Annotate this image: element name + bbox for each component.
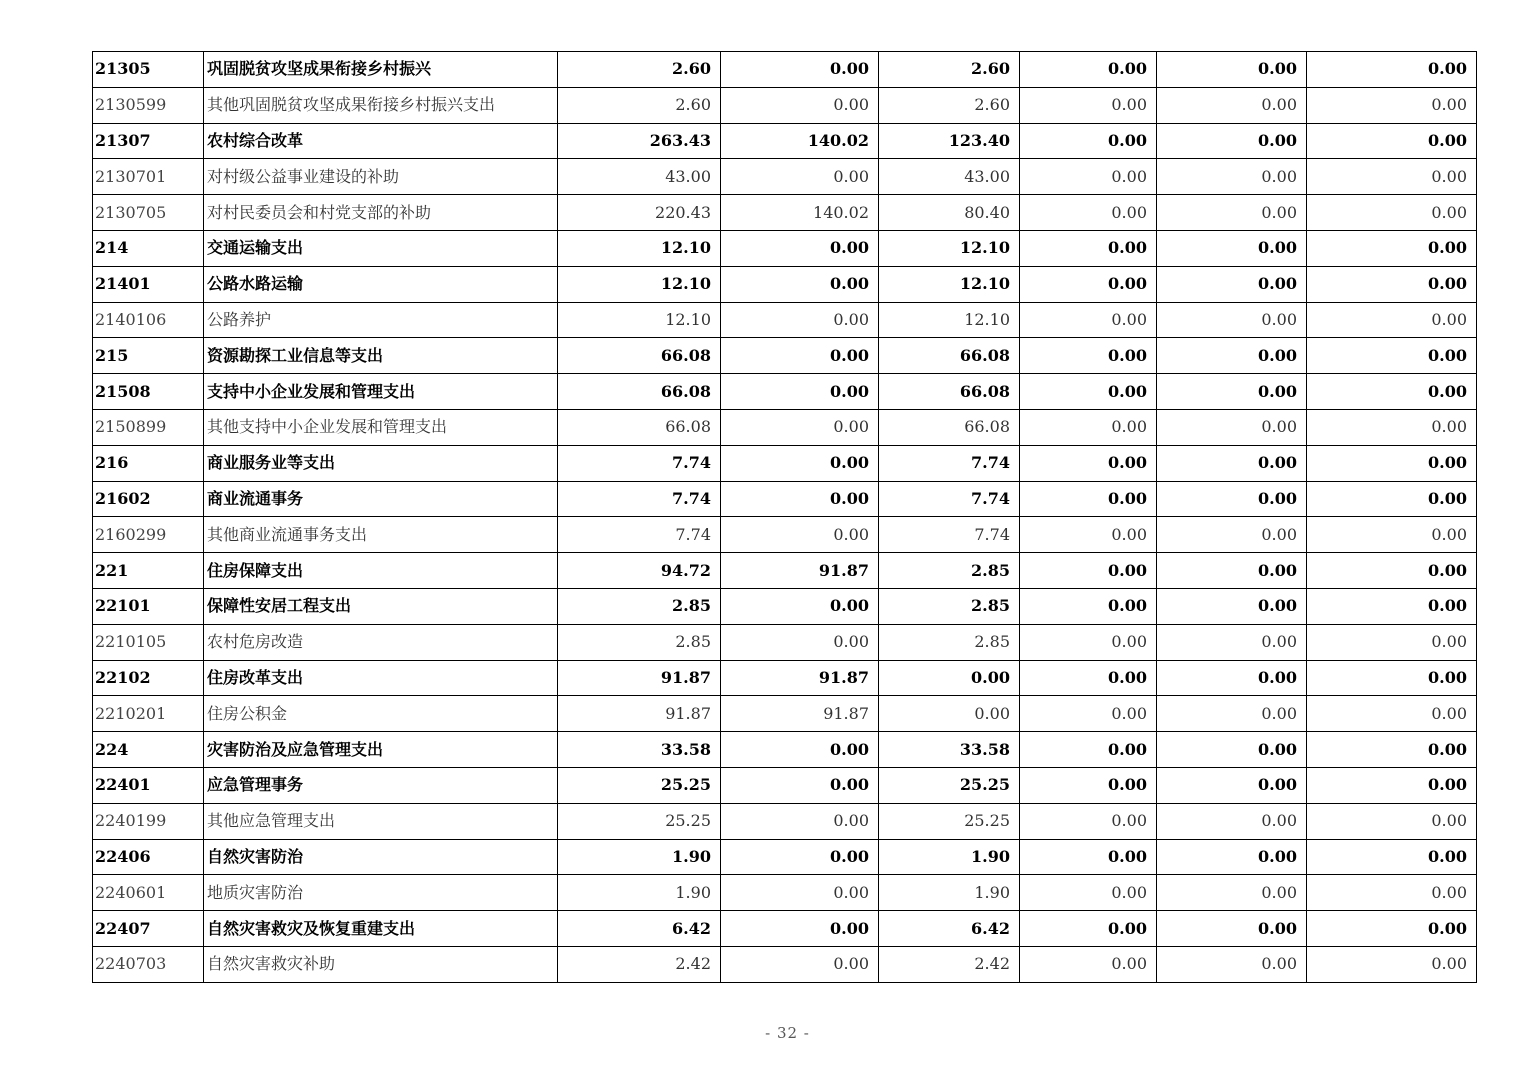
amount-cell-col-3: 33.58 <box>879 732 1020 768</box>
subject-code-cell: 22407 <box>93 911 204 947</box>
amount-cell-col-3: 123.40 <box>879 123 1020 159</box>
amount-cell-col-4: 0.00 <box>1020 588 1157 624</box>
subject-code-cell: 2210105 <box>93 624 204 660</box>
subject-name-cell: 地质灾害防治 <box>204 875 558 911</box>
amount-cell-col-5: 0.00 <box>1157 696 1307 732</box>
amount-cell-col-1: 12.10 <box>558 266 721 302</box>
amount-cell-col-4: 0.00 <box>1020 338 1157 374</box>
amount-cell-col-4: 0.00 <box>1020 946 1157 982</box>
amount-cell-col-4: 0.00 <box>1020 159 1157 195</box>
table-row-item <box>93 803 1477 839</box>
table-row-item <box>93 517 1477 553</box>
amount-cell-col-2: 0.00 <box>721 588 879 624</box>
amount-cell-col-3: 7.74 <box>879 445 1020 481</box>
amount-cell-col-6: 0.00 <box>1307 875 1477 911</box>
amount-cell-col-3: 2.60 <box>879 52 1020 88</box>
subject-code-cell: 221 <box>93 553 204 589</box>
amount-cell-col-3: 66.08 <box>879 374 1020 410</box>
amount-cell-col-2: 0.00 <box>721 481 879 517</box>
subject-name-cell: 交通运输支出 <box>204 230 558 266</box>
amount-cell-col-1: 25.25 <box>558 767 721 803</box>
amount-cell-col-1: 2.60 <box>558 87 721 123</box>
amount-cell-col-6: 0.00 <box>1307 338 1477 374</box>
amount-cell-col-6: 0.00 <box>1307 374 1477 410</box>
amount-cell-col-3: 2.85 <box>879 553 1020 589</box>
subject-code-cell: 2240703 <box>93 946 204 982</box>
amount-cell-col-3: 1.90 <box>879 875 1020 911</box>
amount-cell-col-1: 7.74 <box>558 517 721 553</box>
amount-cell-col-5: 0.00 <box>1157 338 1307 374</box>
amount-cell-col-4: 0.00 <box>1020 875 1157 911</box>
amount-cell-col-3: 2.42 <box>879 946 1020 982</box>
amount-cell-col-5: 0.00 <box>1157 52 1307 88</box>
amount-cell-col-3: 7.74 <box>879 517 1020 553</box>
subject-code-cell: 22406 <box>93 839 204 875</box>
amount-cell-col-2: 0.00 <box>721 409 879 445</box>
subject-code-cell: 21508 <box>93 374 204 410</box>
amount-cell-col-2: 0.00 <box>721 266 879 302</box>
amount-cell-col-2: 0.00 <box>721 911 879 947</box>
subject-name-cell: 住房改革支出 <box>204 660 558 696</box>
amount-cell-col-1: 1.90 <box>558 875 721 911</box>
subject-code-cell: 2210201 <box>93 696 204 732</box>
subject-name-cell: 公路养护 <box>204 302 558 338</box>
amount-cell-col-3: 12.10 <box>879 266 1020 302</box>
table-row-category <box>93 767 1477 803</box>
subject-name-cell: 对村民委员会和村党支部的补助 <box>204 195 558 231</box>
amount-cell-col-3: 43.00 <box>879 159 1020 195</box>
amount-cell-col-1: 91.87 <box>558 696 721 732</box>
amount-cell-col-3: 6.42 <box>879 911 1020 947</box>
subject-name-cell: 农村危房改造 <box>204 624 558 660</box>
amount-cell-col-5: 0.00 <box>1157 266 1307 302</box>
amount-cell-col-2: 0.00 <box>721 946 879 982</box>
amount-cell-col-4: 0.00 <box>1020 123 1157 159</box>
table-row-category <box>93 445 1477 481</box>
amount-cell-col-5: 0.00 <box>1157 230 1307 266</box>
amount-cell-col-1: 1.90 <box>558 839 721 875</box>
budget-expenditure-table <box>92 51 1477 983</box>
amount-cell-col-5: 0.00 <box>1157 87 1307 123</box>
table-row-item <box>93 946 1477 982</box>
amount-cell-col-2: 140.02 <box>721 195 879 231</box>
amount-cell-col-3: 0.00 <box>879 660 1020 696</box>
table-row-category <box>93 732 1477 768</box>
table-row-category <box>93 230 1477 266</box>
amount-cell-col-5: 0.00 <box>1157 123 1307 159</box>
amount-cell-col-3: 80.40 <box>879 195 1020 231</box>
page-number: - 32 - <box>765 1024 810 1042</box>
amount-cell-col-3: 2.85 <box>879 624 1020 660</box>
table-row-item <box>93 875 1477 911</box>
amount-cell-col-2: 0.00 <box>721 767 879 803</box>
subject-code-cell: 2150899 <box>93 409 204 445</box>
amount-cell-col-6: 0.00 <box>1307 266 1477 302</box>
amount-cell-col-2: 0.00 <box>721 445 879 481</box>
subject-code-cell: 2130599 <box>93 87 204 123</box>
subject-name-cell: 农村综合改革 <box>204 123 558 159</box>
amount-cell-col-1: 7.74 <box>558 445 721 481</box>
subject-code-cell: 2240199 <box>93 803 204 839</box>
subject-name-cell: 灾害防治及应急管理支出 <box>204 732 558 768</box>
amount-cell-col-6: 0.00 <box>1307 87 1477 123</box>
amount-cell-col-4: 0.00 <box>1020 803 1157 839</box>
subject-name-cell: 公路水路运输 <box>204 266 558 302</box>
table-row-category <box>93 338 1477 374</box>
amount-cell-col-6: 0.00 <box>1307 911 1477 947</box>
subject-name-cell: 自然灾害救灾补助 <box>204 946 558 982</box>
amount-cell-col-3: 2.85 <box>879 588 1020 624</box>
amount-cell-col-4: 0.00 <box>1020 230 1157 266</box>
amount-cell-col-4: 0.00 <box>1020 660 1157 696</box>
amount-cell-col-2: 0.00 <box>721 338 879 374</box>
subject-name-cell: 巩固脱贫攻坚成果衔接乡村振兴 <box>204 52 558 88</box>
subject-name-cell: 保障性安居工程支出 <box>204 588 558 624</box>
amount-cell-col-6: 0.00 <box>1307 445 1477 481</box>
amount-cell-col-3: 1.90 <box>879 839 1020 875</box>
amount-cell-col-2: 0.00 <box>721 159 879 195</box>
amount-cell-col-2: 0.00 <box>721 87 879 123</box>
amount-cell-col-1: 7.74 <box>558 481 721 517</box>
amount-cell-col-6: 0.00 <box>1307 624 1477 660</box>
subject-name-cell: 商业流通事务 <box>204 481 558 517</box>
amount-cell-col-6: 0.00 <box>1307 946 1477 982</box>
subject-name-cell: 其他支持中小企业发展和管理支出 <box>204 409 558 445</box>
amount-cell-col-5: 0.00 <box>1157 481 1307 517</box>
amount-cell-col-3: 25.25 <box>879 767 1020 803</box>
amount-cell-col-4: 0.00 <box>1020 911 1157 947</box>
subject-name-cell: 住房保障支出 <box>204 553 558 589</box>
amount-cell-col-6: 0.00 <box>1307 517 1477 553</box>
amount-cell-col-6: 0.00 <box>1307 803 1477 839</box>
amount-cell-col-1: 12.10 <box>558 230 721 266</box>
subject-code-cell: 21305 <box>93 52 204 88</box>
amount-cell-col-4: 0.00 <box>1020 767 1157 803</box>
amount-cell-col-3: 2.60 <box>879 87 1020 123</box>
amount-cell-col-5: 0.00 <box>1157 946 1307 982</box>
subject-name-cell: 住房公积金 <box>204 696 558 732</box>
subject-name-cell: 其他巩固脱贫攻坚成果衔接乡村振兴支出 <box>204 87 558 123</box>
amount-cell-col-2: 0.00 <box>721 374 879 410</box>
subject-name-cell: 对村级公益事业建设的补助 <box>204 159 558 195</box>
amount-cell-col-5: 0.00 <box>1157 732 1307 768</box>
subject-code-cell: 2240601 <box>93 875 204 911</box>
amount-cell-col-6: 0.00 <box>1307 732 1477 768</box>
amount-cell-col-3: 66.08 <box>879 338 1020 374</box>
subject-code-cell: 22102 <box>93 660 204 696</box>
table-row-category <box>93 911 1477 947</box>
amount-cell-col-4: 0.00 <box>1020 374 1157 410</box>
table-row-item <box>93 409 1477 445</box>
subject-name-cell: 其他应急管理支出 <box>204 803 558 839</box>
subject-code-cell: 224 <box>93 732 204 768</box>
table-row-category <box>93 839 1477 875</box>
amount-cell-col-1: 25.25 <box>558 803 721 839</box>
table-row-category <box>93 374 1477 410</box>
table-row-category <box>93 660 1477 696</box>
subject-code-cell: 214 <box>93 230 204 266</box>
table-row-category <box>93 588 1477 624</box>
amount-cell-col-4: 0.00 <box>1020 517 1157 553</box>
amount-cell-col-5: 0.00 <box>1157 553 1307 589</box>
subject-code-cell: 22101 <box>93 588 204 624</box>
table-row-category <box>93 481 1477 517</box>
amount-cell-col-5: 0.00 <box>1157 803 1307 839</box>
table-row-item <box>93 302 1477 338</box>
amount-cell-col-5: 0.00 <box>1157 374 1307 410</box>
amount-cell-col-2: 0.00 <box>721 875 879 911</box>
amount-cell-col-5: 0.00 <box>1157 517 1307 553</box>
amount-cell-col-6: 0.00 <box>1307 588 1477 624</box>
subject-code-cell: 2160299 <box>93 517 204 553</box>
amount-cell-col-3: 25.25 <box>879 803 1020 839</box>
subject-name-cell: 自然灾害防治 <box>204 839 558 875</box>
amount-cell-col-2: 0.00 <box>721 302 879 338</box>
amount-cell-col-2: 0.00 <box>721 517 879 553</box>
amount-cell-col-5: 0.00 <box>1157 839 1307 875</box>
amount-cell-col-5: 0.00 <box>1157 911 1307 947</box>
amount-cell-col-4: 0.00 <box>1020 52 1157 88</box>
subject-code-cell: 216 <box>93 445 204 481</box>
amount-cell-col-1: 43.00 <box>558 159 721 195</box>
amount-cell-col-1: 66.08 <box>558 374 721 410</box>
amount-cell-col-6: 0.00 <box>1307 481 1477 517</box>
amount-cell-col-5: 0.00 <box>1157 767 1307 803</box>
subject-code-cell: 215 <box>93 338 204 374</box>
amount-cell-col-2: 0.00 <box>721 803 879 839</box>
amount-cell-col-5: 0.00 <box>1157 588 1307 624</box>
table-row-item <box>93 159 1477 195</box>
subject-name-cell: 商业服务业等支出 <box>204 445 558 481</box>
table-row-item <box>93 195 1477 231</box>
amount-cell-col-4: 0.00 <box>1020 624 1157 660</box>
amount-cell-col-2: 0.00 <box>721 230 879 266</box>
amount-cell-col-1: 2.85 <box>558 588 721 624</box>
amount-cell-col-6: 0.00 <box>1307 696 1477 732</box>
subject-code-cell: 21602 <box>93 481 204 517</box>
amount-cell-col-4: 0.00 <box>1020 732 1157 768</box>
amount-cell-col-4: 0.00 <box>1020 302 1157 338</box>
amount-cell-col-6: 0.00 <box>1307 230 1477 266</box>
amount-cell-col-3: 66.08 <box>879 409 1020 445</box>
amount-cell-col-6: 0.00 <box>1307 195 1477 231</box>
amount-cell-col-1: 2.85 <box>558 624 721 660</box>
amount-cell-col-1: 66.08 <box>558 409 721 445</box>
subject-name-cell: 支持中小企业发展和管理支出 <box>204 374 558 410</box>
amount-cell-col-1: 12.10 <box>558 302 721 338</box>
subject-code-cell: 21401 <box>93 266 204 302</box>
amount-cell-col-6: 0.00 <box>1307 839 1477 875</box>
amount-cell-col-6: 0.00 <box>1307 409 1477 445</box>
table-row-category <box>93 266 1477 302</box>
amount-cell-col-3: 7.74 <box>879 481 1020 517</box>
amount-cell-col-1: 33.58 <box>558 732 721 768</box>
amount-cell-col-1: 66.08 <box>558 338 721 374</box>
amount-cell-col-4: 0.00 <box>1020 445 1157 481</box>
subject-code-cell: 2140106 <box>93 302 204 338</box>
amount-cell-col-3: 12.10 <box>879 230 1020 266</box>
subject-name-cell: 其他商业流通事务支出 <box>204 517 558 553</box>
amount-cell-col-2: 140.02 <box>721 123 879 159</box>
amount-cell-col-5: 0.00 <box>1157 195 1307 231</box>
subject-code-cell: 22401 <box>93 767 204 803</box>
amount-cell-col-3: 0.00 <box>879 696 1020 732</box>
amount-cell-col-2: 91.87 <box>721 660 879 696</box>
amount-cell-col-4: 0.00 <box>1020 87 1157 123</box>
amount-cell-col-6: 0.00 <box>1307 553 1477 589</box>
amount-cell-col-1: 91.87 <box>558 660 721 696</box>
amount-cell-col-1: 94.72 <box>558 553 721 589</box>
amount-cell-col-2: 91.87 <box>721 553 879 589</box>
amount-cell-col-6: 0.00 <box>1307 767 1477 803</box>
table-row-item <box>93 696 1477 732</box>
amount-cell-col-2: 91.87 <box>721 696 879 732</box>
amount-cell-col-5: 0.00 <box>1157 624 1307 660</box>
amount-cell-col-5: 0.00 <box>1157 159 1307 195</box>
subject-code-cell: 2130701 <box>93 159 204 195</box>
amount-cell-col-5: 0.00 <box>1157 660 1307 696</box>
amount-cell-col-4: 0.00 <box>1020 553 1157 589</box>
amount-cell-col-2: 0.00 <box>721 732 879 768</box>
subject-name-cell: 自然灾害救灾及恢复重建支出 <box>204 911 558 947</box>
amount-cell-col-5: 0.00 <box>1157 302 1307 338</box>
subject-code-cell: 21307 <box>93 123 204 159</box>
amount-cell-col-1: 6.42 <box>558 911 721 947</box>
table-row-item <box>93 624 1477 660</box>
subject-code-cell: 2130705 <box>93 195 204 231</box>
amount-cell-col-1: 2.42 <box>558 946 721 982</box>
amount-cell-col-4: 0.00 <box>1020 195 1157 231</box>
amount-cell-col-4: 0.00 <box>1020 409 1157 445</box>
table-row-category <box>93 553 1477 589</box>
amount-cell-col-5: 0.00 <box>1157 875 1307 911</box>
amount-cell-col-2: 0.00 <box>721 52 879 88</box>
subject-name-cell: 资源勘探工业信息等支出 <box>204 338 558 374</box>
amount-cell-col-4: 0.00 <box>1020 696 1157 732</box>
amount-cell-col-5: 0.00 <box>1157 445 1307 481</box>
amount-cell-col-6: 0.00 <box>1307 123 1477 159</box>
amount-cell-col-4: 0.00 <box>1020 266 1157 302</box>
table-row-category <box>93 123 1477 159</box>
table-row-item <box>93 87 1477 123</box>
amount-cell-col-6: 0.00 <box>1307 660 1477 696</box>
amount-cell-col-6: 0.00 <box>1307 52 1477 88</box>
subject-name-cell: 应急管理事务 <box>204 767 558 803</box>
amount-cell-col-1: 263.43 <box>558 123 721 159</box>
amount-cell-col-3: 12.10 <box>879 302 1020 338</box>
amount-cell-col-1: 2.60 <box>558 52 721 88</box>
table-body <box>93 52 1477 983</box>
amount-cell-col-5: 0.00 <box>1157 409 1307 445</box>
table-row-category <box>93 52 1477 88</box>
amount-cell-col-4: 0.00 <box>1020 481 1157 517</box>
amount-cell-col-2: 0.00 <box>721 839 879 875</box>
amount-cell-col-4: 0.00 <box>1020 839 1157 875</box>
amount-cell-col-6: 0.00 <box>1307 159 1477 195</box>
amount-cell-col-1: 220.43 <box>558 195 721 231</box>
amount-cell-col-2: 0.00 <box>721 624 879 660</box>
amount-cell-col-6: 0.00 <box>1307 302 1477 338</box>
